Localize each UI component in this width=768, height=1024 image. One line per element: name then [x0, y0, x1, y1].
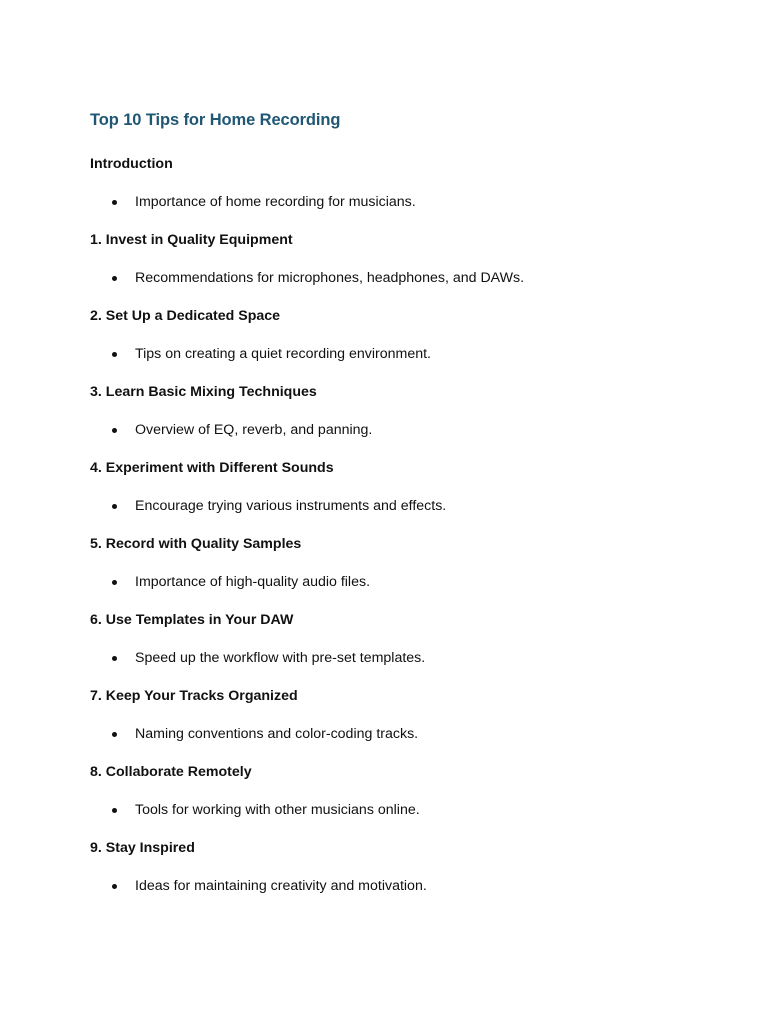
list-item-text: Overview of EQ, reverb, and panning. [135, 422, 373, 438]
section-heading: 3. Learn Basic Mixing Techniques [90, 384, 317, 400]
list-item [90, 724, 710, 744]
list-item-text: Tools for working with other musicians online. [135, 802, 420, 818]
list-item-text: Recommendations for microphones, headphones, and DAWs. [135, 270, 525, 286]
section-3 [90, 382, 710, 440]
document-title: Top 10 Tips for Home Recording [90, 111, 341, 129]
bullet-icon [112, 428, 117, 433]
section-2 [90, 306, 710, 364]
section-heading: 1. Invest in Quality Equipment [90, 232, 293, 248]
section-heading: 5. Record with Quality Samples [90, 536, 302, 552]
bullet-icon [112, 504, 117, 509]
bullet-list [90, 876, 710, 896]
section-1 [90, 230, 710, 288]
bullet-icon [112, 732, 117, 737]
section-6 [90, 610, 710, 668]
section-heading: Introduction [90, 156, 173, 172]
bullet-list [90, 344, 710, 364]
section-5 [90, 534, 710, 592]
list-item [90, 192, 710, 212]
bullet-list [90, 572, 710, 592]
list-item [90, 344, 710, 364]
list-item-text: Encourage trying various instruments and effects. [135, 498, 447, 514]
bullet-list [90, 192, 710, 212]
section-heading: 4. Experiment with Different Sounds [90, 460, 334, 476]
section-heading: 8. Collaborate Remotely [90, 764, 252, 780]
bullet-list [90, 648, 710, 668]
section-heading: 9. Stay Inspired [90, 840, 195, 856]
bullet-icon [112, 656, 117, 661]
list-item [90, 648, 710, 668]
section-8 [90, 762, 710, 820]
list-item [90, 876, 710, 896]
bullet-list [90, 268, 710, 288]
list-item [90, 496, 710, 516]
bullet-icon [112, 808, 117, 813]
list-item [90, 572, 710, 592]
section-7 [90, 686, 710, 744]
bullet-icon [112, 276, 117, 281]
section-heading: 6. Use Templates in Your DAW [90, 612, 294, 628]
bullet-icon [112, 580, 117, 585]
list-item-text: Ideas for maintaining creativity and motivation. [135, 878, 427, 894]
bullet-icon [112, 200, 117, 205]
bullet-icon [112, 884, 117, 889]
list-item-text: Naming conventions and color-coding tracks. [135, 726, 419, 742]
section-4 [90, 458, 710, 516]
bullet-list [90, 496, 710, 516]
list-item [90, 800, 710, 820]
section-9 [90, 838, 710, 896]
list-item-text: Importance of home recording for musicians. [135, 194, 416, 210]
list-item [90, 268, 710, 288]
list-item [90, 420, 710, 440]
bullet-list [90, 420, 710, 440]
bullet-icon [112, 352, 117, 357]
section-heading: 2. Set Up a Dedicated Space [90, 308, 281, 324]
bullet-list [90, 800, 710, 820]
list-item-text: Tips on creating a quiet recording environment. [135, 346, 431, 362]
section-heading: 7. Keep Your Tracks Organized [90, 688, 298, 704]
section-introduction [90, 154, 710, 212]
bullet-list [90, 724, 710, 744]
list-item-text: Importance of high-quality audio files. [135, 574, 371, 590]
list-item-text: Speed up the workflow with pre-set templates. [135, 650, 426, 666]
